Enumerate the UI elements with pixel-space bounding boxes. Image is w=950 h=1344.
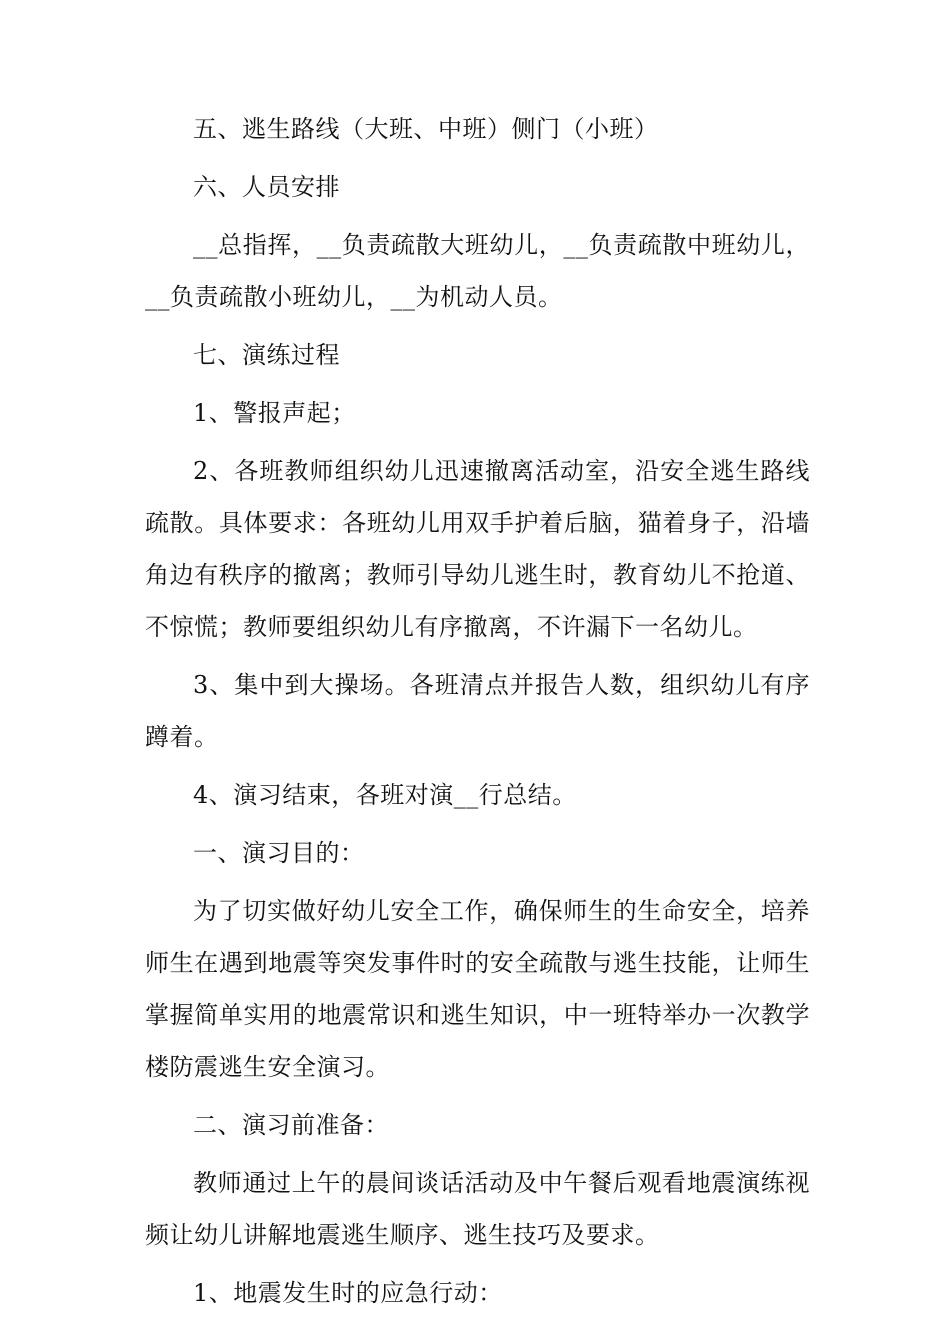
heading-staff-arrangement: 六、人员安排 xyxy=(193,173,340,201)
step-assemble: 3、集中到大操场。各班清点并报告人数，组织幼儿有序蹲着。 xyxy=(145,671,810,751)
paragraph-drill-preparation: 教师通过上午的晨间谈话活动及中午餐后观看地震演练视频让幼儿讲解地震逃生顺序、逃生技巧及要求。 xyxy=(145,1169,810,1249)
step-summary: 4、演习结束，各班对演__行总结。 xyxy=(193,781,577,809)
step-evacuate: 2、各班教师组织幼儿迅速撤离活动室，沿安全逃生路线疏散。具体要求：各班幼儿用双手护着后脑，猫着身子，沿墙角边有秩序的撤离；教师引导幼儿逃生时，教育幼儿不抢道、不惊慌；教师要组织幼儿有序撤离，不许漏下一名幼儿。 xyxy=(145,457,810,641)
heading-drill-process: 七、演练过程 xyxy=(193,341,340,369)
heading-escape-route: 五、逃生路线（大班、中班）侧门（小班） xyxy=(193,115,659,143)
step-alarm: 1、警报声起； xyxy=(193,399,356,427)
document-body xyxy=(145,103,810,1319)
paragraph-drill-purpose: 为了切实做好幼儿安全工作，确保师生的生命安全，培养师生在遇到地震等突发事件时的安全疏散与逃生技能，让师生掌握简单实用的地震常识和逃生知识，中一班特举办一次教学楼防震逃生安全演习。 xyxy=(145,897,810,1081)
heading-drill-purpose: 一、演习目的： xyxy=(193,839,365,867)
paragraph-staff-roles: __总指挥，__负责疏散大班幼儿，__负责疏散中班幼儿，__负责疏散小班幼儿，__为机动人员。 xyxy=(145,231,810,311)
heading-drill-preparation: 二、演习前准备： xyxy=(193,1111,389,1139)
heading-emergency-action: 1、地震发生时的应急行动： xyxy=(193,1279,503,1307)
